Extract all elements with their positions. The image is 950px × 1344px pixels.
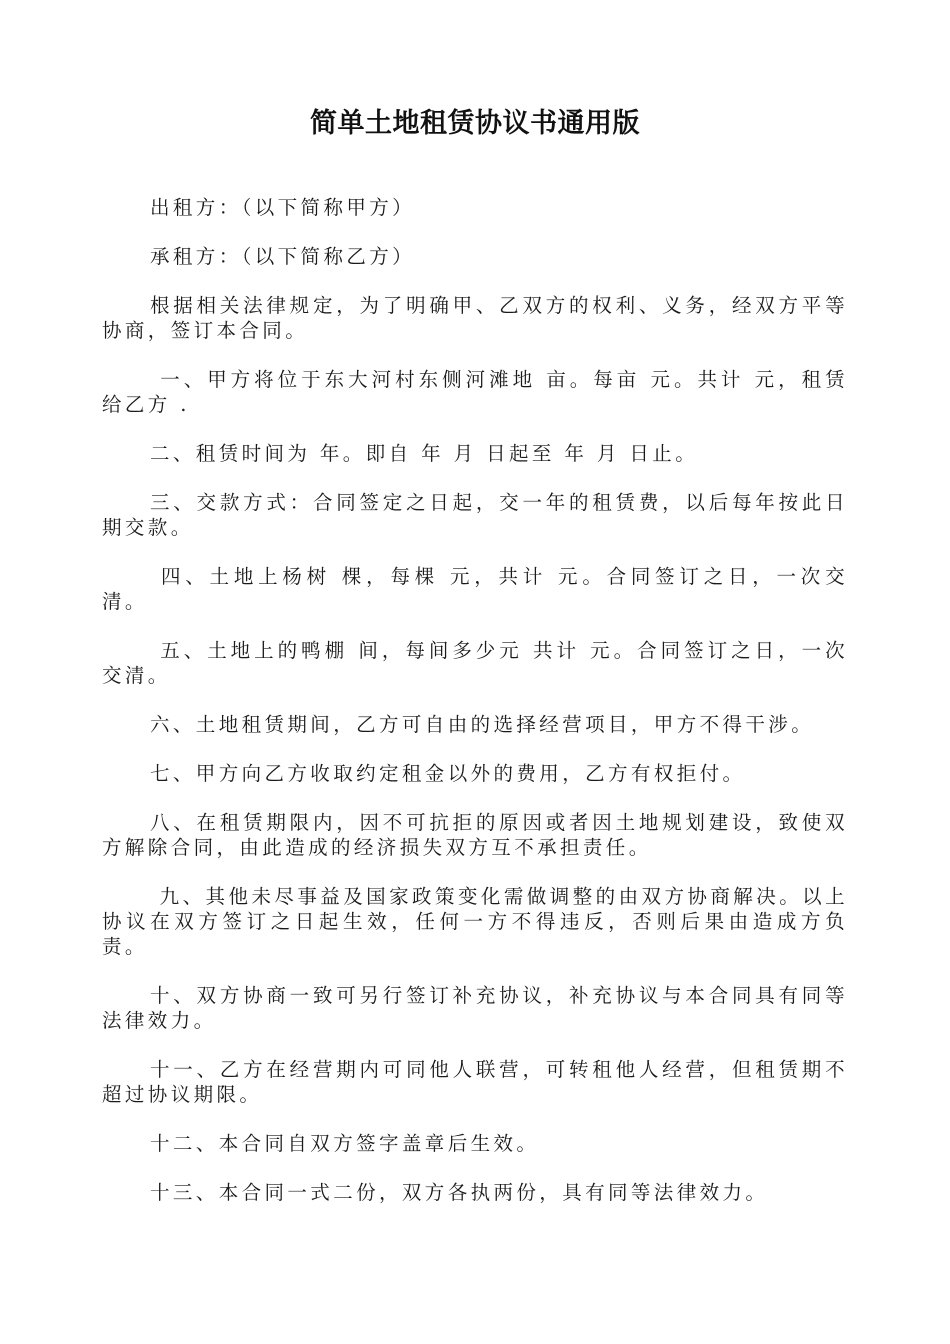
clause-6: 六、土地租赁期间，乙方可自由的选择经营项目，甲方不得干涉。 xyxy=(150,713,815,736)
document-title: 简单土地租赁协议书通用版 xyxy=(310,108,640,139)
clause-11: 十一、乙方在经营期内可同他人联营，可转租他人经营，但租赁期不超过协议期限。 xyxy=(102,1058,848,1106)
clause-1: 一、甲方将位于东大河村东侧河滩地 亩。每亩 元。共计 元，租赁给乙方 . xyxy=(102,368,848,416)
lessee-line: 承租方：（以下简称乙方） xyxy=(150,245,416,268)
clause-4: 四、土地上杨树 棵，每棵 元，共计 元。合同签订之日，一次交清。 xyxy=(102,565,848,613)
document-body xyxy=(102,195,848,1229)
clause-3: 三、交款方式：合同签定之日起，交一年的租赁费，以后每年按此日期交款。 xyxy=(102,491,848,539)
preamble-paragraph: 根据相关法律规定，为了明确甲、乙双方的权利、义务，经双方平等协商，签订本合同。 xyxy=(102,294,848,342)
clause-8: 八、在租赁期限内，因不可抗拒的原因或者因土地规划建设，致使双方解除合同，由此造成的经济损失双方互不承担责任。 xyxy=(102,811,848,859)
lessor-line: 出租方：（以下简称甲方） xyxy=(150,196,416,219)
clause-9: 九、其他未尽事益及国家政策变化需做调整的由双方协商解决。以上协议在双方签订之日起生效，任何一方不得违反，否则后果由造成方负责。 xyxy=(102,885,848,958)
clause-13: 十三、本合同一式二份，双方各执两份，具有同等法律效力。 xyxy=(150,1181,769,1204)
clause-12: 十二、本合同自双方签字盖章后生效。 xyxy=(150,1132,540,1155)
clause-7: 七、甲方向乙方收取约定租金以外的费用，乙方有权拒付。 xyxy=(150,762,746,785)
clause-2: 二、租赁时间为 年。即自 年 月 日起至 年 月 日止。 xyxy=(150,442,699,465)
clause-5: 五、土地上的鸭棚 间，每间多少元 共计 元。合同签订之日，一次交清。 xyxy=(102,639,848,687)
clause-10: 十、双方协商一致可另行签订补充协议，补充协议与本合同具有同等法律效力。 xyxy=(102,984,848,1032)
